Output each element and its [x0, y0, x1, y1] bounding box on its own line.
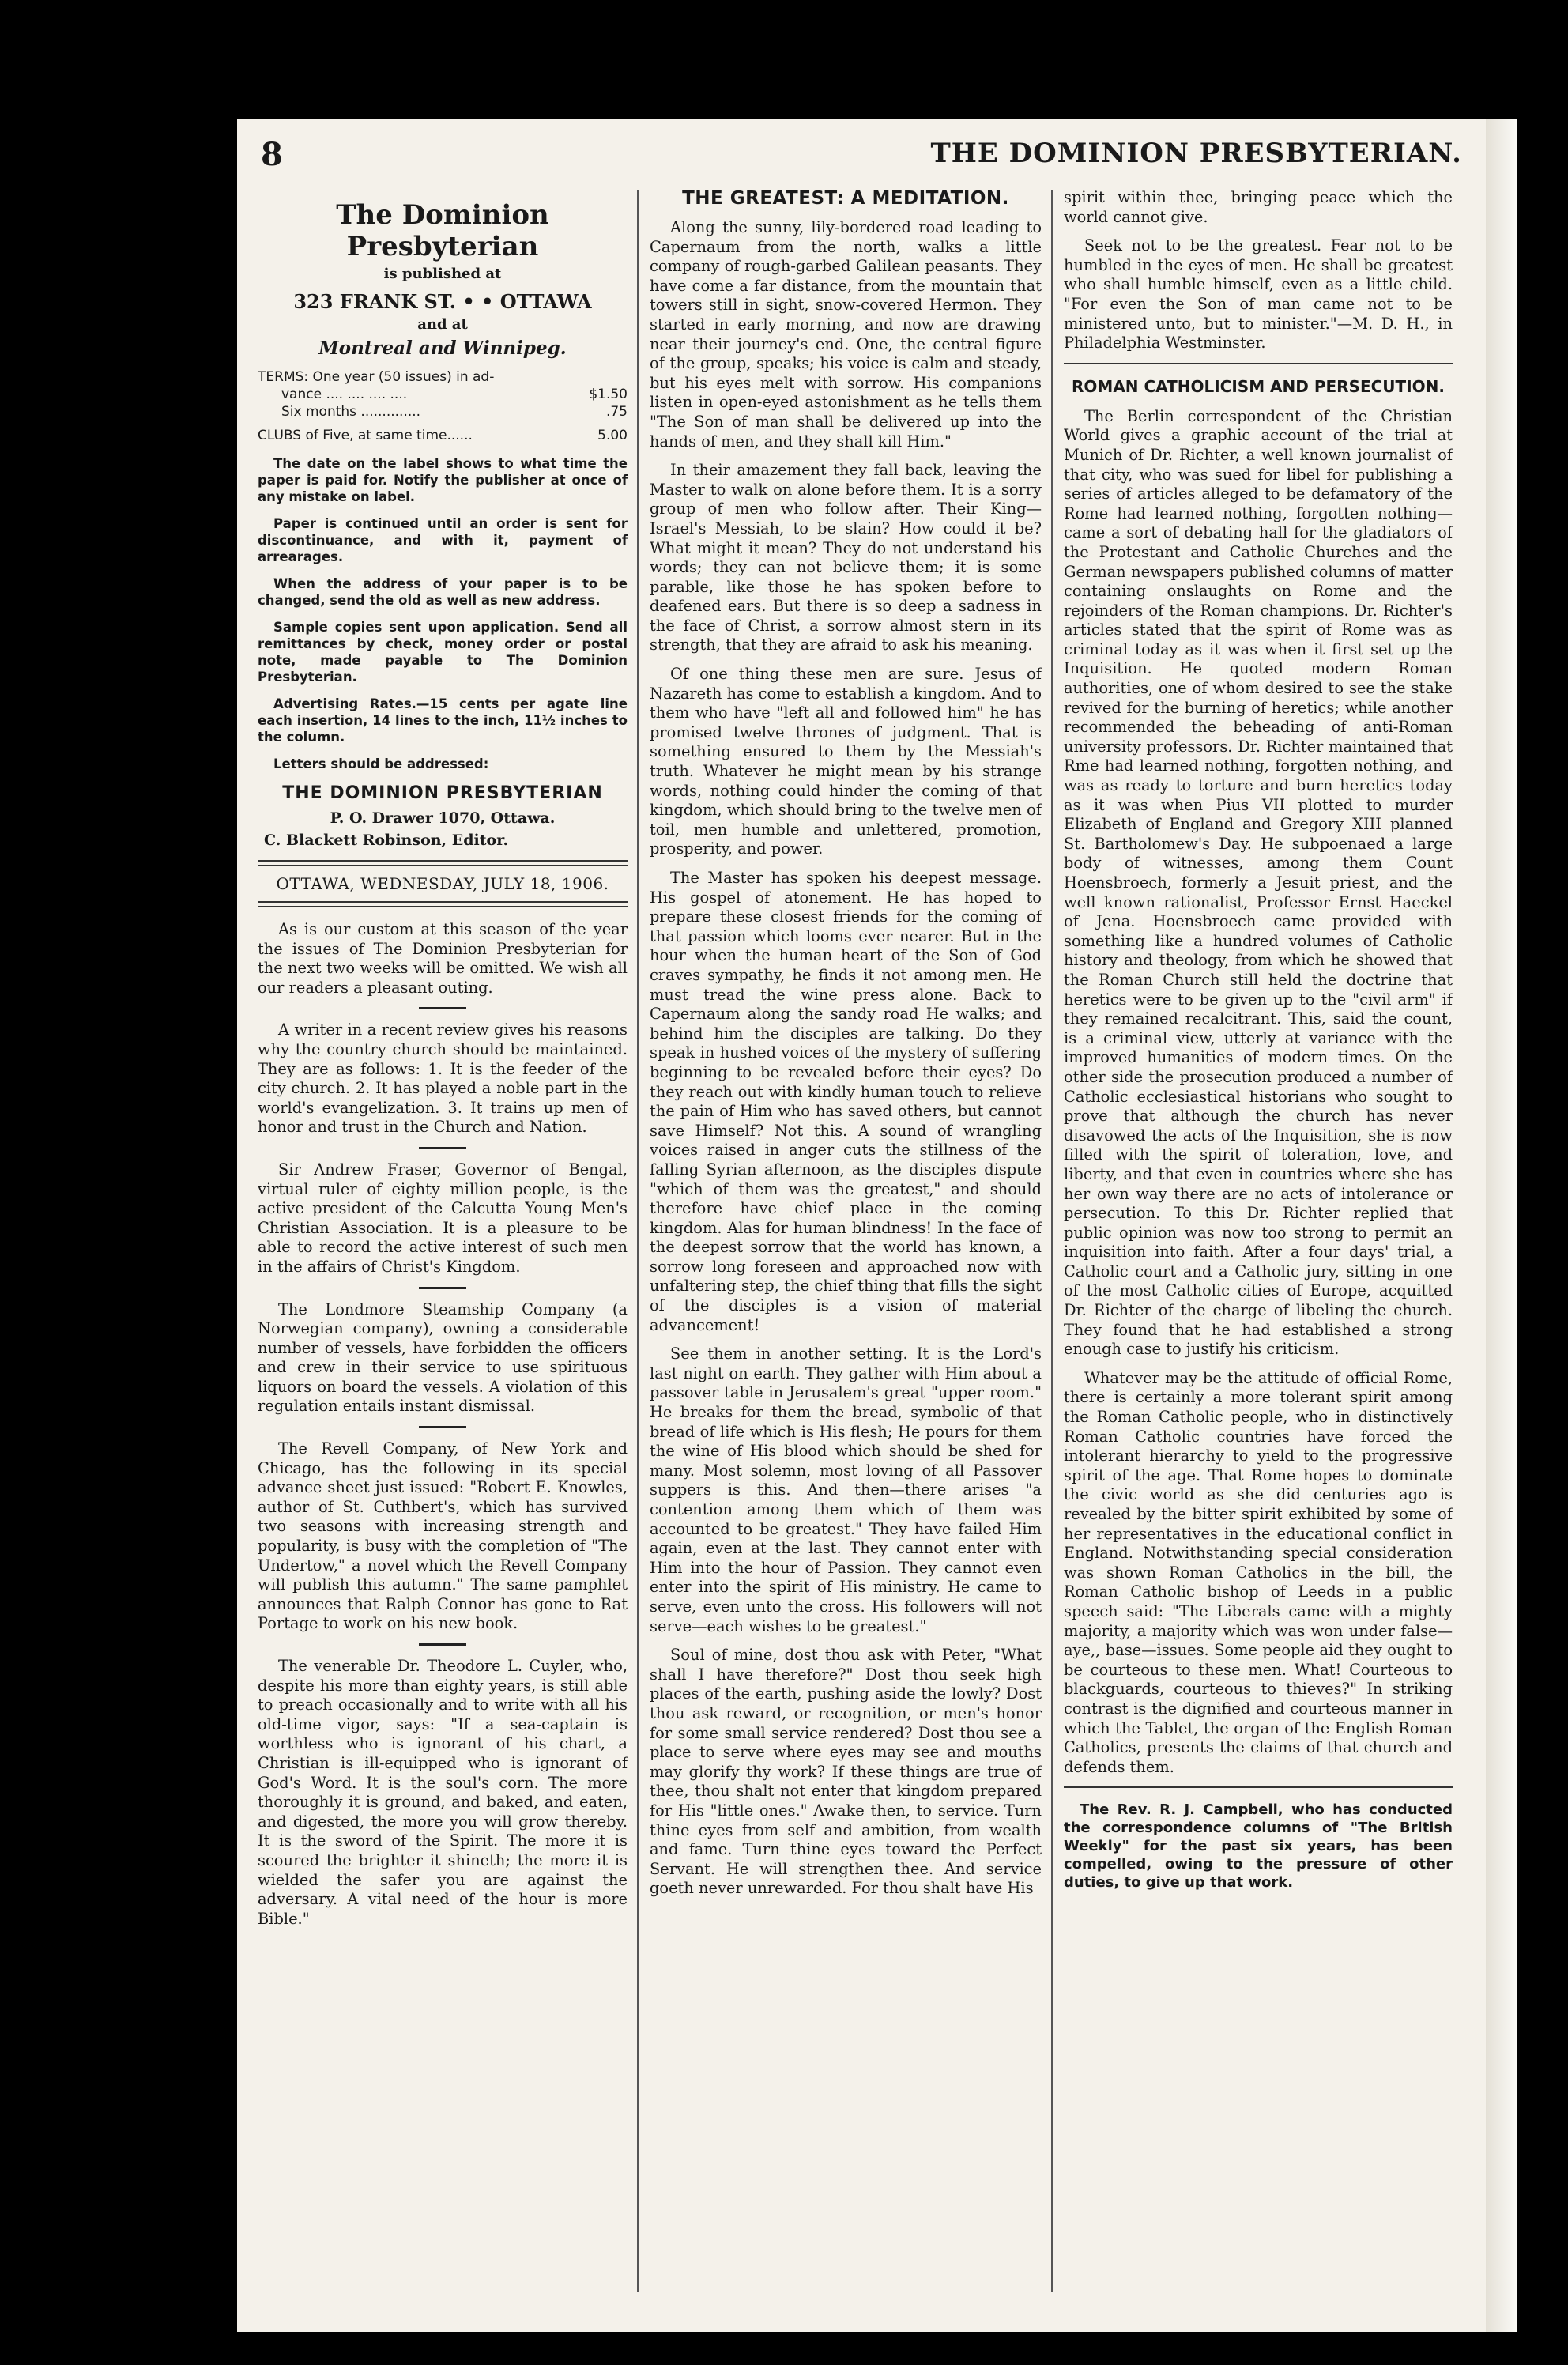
- notice: Sample copies sent upon application. Send all remittances by check, money order or postal note, made payable to The Dominion Presbyterian.: [258, 620, 628, 685]
- column-rule: [1051, 190, 1053, 2292]
- paragraph: Sir Andrew Fraser, Governor of Bengal, virtual ruler of eighty million people, is the active president of the Calcutta Young Men's Christian Association. It is a pleasure to be able to record the active interest of such men in the affairs of Christ's Kingdom.: [258, 1160, 628, 1276]
- short-rule: [419, 1147, 466, 1149]
- masthead-published: is published at: [383, 266, 502, 282]
- terms-row: Six months .............. .75: [281, 404, 628, 420]
- paragraph: Along the sunny, lily-bordered road leading to Capernaum from the north, walks a little company of rough-garbed Galilean peasants. They have come a far distance, from the mountain that towers still in sight, snow-covered Hermon. They started in early morning, and now are drawing near their journey's end. One, the central figure of the group, speaks; his voice is calm and steady, but his eyes melt with sorrow. His companions listen in open-eyed astonishment as he tells them "The Son of man shall be delivered up into the hands of men, and they shall kill Him.": [650, 218, 1042, 451]
- paragraph: A writer in a recent review gives his reasons why the country church should be maintained. They are as follows: 1. It is the feeder of the city church. 2. It has played a noble part in the world's evangelization. 3. It trains up men of honor and trust in the Church and Nation.: [258, 1020, 628, 1137]
- double-rule: [258, 860, 628, 866]
- paragraph: The venerable Dr. Theodore L. Cuyler, who, despite his more than eighty years, is still able to preach occasionally and to write with all his old-time vigor, says: "If a sea-captain is worthless who is ignorant of his chart, a Christian is ill-equipped who is ignorant of God's Word. It is the soul's corn. The more thoroughly it is ground, and baked, and eaten, and digested, the more you will grow thereby. It is the sword of the Spirit. The more it is scoured the brighter it shineth; the more it is wielded the safer you are against the adversary. A vital need of the hour is more Bible.": [258, 1657, 628, 1928]
- masthead-and-at: and at: [417, 316, 468, 333]
- short-rule: [419, 1287, 466, 1289]
- page-edge: [1486, 119, 1517, 2332]
- paragraph: Soul of mine, dost thou ask with Peter, "What shall I have therefore?" Dost thou seek high places of the earth, pushing aside the lowly? Dost thou ask reward, or recognition, or men's honor for some small service rendered? Dost thou see a place to serve where eyes may see and mouths may glorify thy work? If these things are true of thee, thou shalt not enter that kingdom prepared for His "little ones." Awake then, to service. Turn thine eyes from self and ambition, from wealth and fame. Turn thine eyes toward the Perfect Servant. He will strengthen thee. And service goeth never unrewarded. For thou shalt have His: [650, 1646, 1042, 1898]
- paragraph: The Berlin correspondent of the Christian World gives a graphic account of the trial at Munich of Dr. Richter, a well known journalist of that city, who was sued for libel for publishing a series of articles alleged to be defamatory of the Rome had learned nothing, forgotten nothing—came a sort of debating hall for the gladiators of the Protestant and Catholic Churches and the German newspapers published columns of matter containing onslaughts on Rome and the rejoinders of the Roman champions. Dr. Richter's articles stated that the spirit of Rome was as criminal today as it was when it first set up the Inquisition. He quoted modern Roman authorities, one of whom desired to see the stake revived for the burning of heretics; while another recommended the beheading of anti-Roman university professors. Dr. Richter maintained that Rme had learned nothing, forgotten nothing, and was as ready to torture and burn heretics today as it was when Pius VII plotted to murder Elizabeth of England and Gregory XIII planned St. Bartholomew's Day. He subpoenaed a large body of witnesses, among them Count Hoensbroech, formerly a Jesuit priest, and the well known rationalist, Professor Ernst Haeckel of Jena. Hoensbroech came provided with something like a hundred volumes of Catholic history and theology, from which he showed that the Roman Church still held the doctrine that heretics were to be given up to the "civil arm" if they remained recalcitrant. This, said the count, is a criminal view, utterly at variance with the improved humanities of modern times. On the other side the prosecution produced a number of Catholic ecclesiastical historians who sought to prove that although the church has never disavowed the acts of the Inquisition, she is now filled with the spirit of toleration, love, and liberty, and that even in countries where she has her own way there are no acts of intolerance or persecution. To this Dr. Richter replied that public opinion was now too strong to permit an inquisition into faith. After a four days' trial, a Catholic court and a Catholic jury, sitting in one of the most Catholic cities of Europe, acquitted Dr. Richter of the charge of libeling the church. They found that he had established a strong enough case to justify his criticism.: [1064, 406, 1453, 1359]
- notice: The date on the label shows to what time the paper is paid for. Notify the publisher at once of any mistake on label.: [258, 456, 628, 504]
- notice: Paper is continued until an order is sent for discontinuance, and with it, payment of arrearages.: [258, 516, 628, 564]
- column-3: [1064, 188, 1453, 2307]
- section-rule: [1064, 363, 1453, 364]
- article-heading: ROMAN CATHOLICISM AND PERSECUTION.: [1072, 376, 1445, 396]
- page-number: 8: [261, 136, 283, 173]
- notice: Advertising Rates.—15 cents per agate line each insertion, 14 lines to the inch, 11½ inches to the column.: [258, 696, 628, 745]
- column-2: [650, 188, 1042, 2307]
- notice: When the address of your paper is to be changed, send the old as well as new address.: [258, 576, 628, 608]
- section-rule: [1064, 1786, 1453, 1788]
- paragraph: Of one thing these men are sure. Jesus of Nazareth has come to establish a kingdom. And to them who have "left all and followed him" he has promised twelve thrones of judgment. That is something ensured to them by the Messiah's truth. Whatever he might mean by his strange words, nothing could hinder the coming of that kingdom, which should bring to the twelve men of toil, men humble and unlettered, promotion, prosperity, and power.: [650, 665, 1042, 858]
- paragraph: Seek not to be the greatest. Fear not to be humbled in the eyes of men. He shall be greatest who shall humble himself, even as a little child. "For even the Son of man came not to be ministered unto, but to minister."—M. D. H., in Philadelphia Westminster.: [1064, 236, 1453, 353]
- running-title: THE DOMINION PRESBYTERIAN.: [930, 138, 1462, 169]
- column-1: [258, 188, 628, 2307]
- terms-row: TERMS: One year (50 issues) in ad-: [258, 369, 495, 385]
- masthead-title: The Dominion Presbyterian: [336, 199, 549, 262]
- paragraph: The Londmore Steamship Company (a Norwegian company), owning a considerable number of vessels, have forbidden the officers and crew in their service to use spirituous liquors on board the vessels. A violation of this regulation entails instant dismissal.: [258, 1299, 628, 1416]
- paragraph: The Master has spoken his deepest message. His gospel of atonement. He has hoped to prepare these closest friends for the coming of that passion which looms ever nearer. But in the hour when the human heart of the Son of God craves sympathy, he finds it not among men. He must tread the wine press alone. Back to Capernaum along the sandy road He walks; and behind him the disciples are talking. Do they speak in hushed voices of the mystery of suffering beginning to be revealed before their eyes? Do they reach out with kindly human touch to relieve the pain of Him who has saved others, but cannot save Himself? Not this. A sound of wrangling voices raised in anger cuts the stillness of the falling Syrian afternoon, as the disciples dispute "which of them was the greatest," and should therefore have chief place in the coming kingdom. Alas for human blindness! In the face of the deepest sorrow that the world has known, a sorrow long foreseen and approached now with unfaltering step, the chief thing that fills the sight of the disciples is a vision of material advancement!: [650, 869, 1042, 1334]
- column-rule: [637, 190, 639, 2292]
- terms-block: [258, 368, 628, 444]
- double-rule: [258, 901, 628, 907]
- terms-row: vance .... .... .... .... $1.50: [281, 387, 628, 402]
- address-box: P. O. Drawer 1070, Ottawa.: [330, 809, 556, 827]
- paragraph: Whatever may be the attitude of official Rome, there is certainly a more tolerant spirit among the Roman Catholic people, who in distinctively Roman Catholic countries have forced the intolerant hierarchy to yield to the progressive spirit of the age. That Rome hopes to dominate the civic world as she did centuries ago is revealed by the bitter spirit exhibited by some of her representatives in the educational conflict in England. Notwithstanding special consideration was shown Roman Catholics in the bill, the Roman Catholic bishop of Leeds in a public speech said: "The Liberals came with a mighty majority, a majority which was won under false—aye,, base—issues. Some people aid they ought to be courteous to these men. What! Courteous to blackguards, courteous to thieves?" In striking contrast is the dignified and courteous manner in which the Tablet, the organ of the English Roman Catholics, presents the claims of that church and defends them.: [1064, 1368, 1453, 1776]
- paragraph: See them in another setting. It is the Lord's last night on earth. They gather with Him about a passover table in Jerusalem's great "upper room." He breaks for them the bread, symbolic of that bread of life which is His flesh; He pours for them the wine of His blood which should be shed for many. Most solemn, most loving of all Passover suppers is this. And then—there arises "a contention among them which of them was accounted to be greatest." They have failed Him again, even at the last. They cannot enter with Him into the hour of Passion. They cannot even enter into the spirit of His ministry. He came to serve, even unto the cross. His followers will not serve—each wishes to be greatest.": [650, 1345, 1042, 1635]
- dateline: OTTAWA, WEDNESDAY, JULY 18, 1906.: [276, 874, 609, 893]
- terms-row: CLUBS of Five, at same time...... 5.00: [258, 428, 628, 443]
- article-heading: THE GREATEST: A MEDITATION.: [682, 188, 1009, 209]
- paragraph: In their amazement they fall back, leaving the Master to walk on alone before them. It is a sorry group of men who follow after. Their King—Israel's Messiah, to be slain? How could it be? What might it mean? They do not understand his words; they can not believe them; it is some parable, like those he has spoken before to deafened ears. But there is so deep a sadness in the face of Christ, a sorrow almost stern in its strength, that they are afraid to ask his meaning.: [650, 461, 1042, 654]
- notice: Letters should be addressed:: [273, 756, 489, 771]
- paragraph: spirit within thee, bringing peace which the world cannot give.: [1064, 188, 1453, 226]
- masthead-cities: Montreal and Winnipeg.: [318, 338, 567, 359]
- paragraph: The Rev. R. J. Campbell, who has conducted the correspondence columns of "The British Weekly" for the past six years, has been compelled, owing to the pressure of other duties, to give up that work.: [1064, 1801, 1453, 1892]
- running-head: [261, 136, 1462, 175]
- masthead-address: 323 FRANK ST. • • OTTAWA: [293, 290, 592, 313]
- newspaper-page: [237, 119, 1517, 2332]
- address-name: THE DOMINION PRESBYTERIAN: [282, 783, 603, 803]
- paragraph: As is our custom at this season of the year the issues of The Dominion Presbyterian for the next two weeks will be omitted. We wish all our readers a pleasant outing.: [258, 920, 628, 997]
- short-rule: [419, 1643, 466, 1646]
- short-rule: [419, 1007, 466, 1009]
- short-rule: [419, 1426, 466, 1428]
- editor-line: C. Blackett Robinson, Editor.: [264, 832, 509, 849]
- paragraph: The Revell Company, of New York and Chicago, has the following in its special advance sheet just issued: "Robert E. Knowles, author of St. Cuthbert's, which has survived two seasons with increasing strength and popularity, is busy with the completion of "The Undertow," a novel which the Revell Company will publish this autumn." The same pamphlet announces that Ralph Connor has gone to Rat Portage to work on his new book.: [258, 1439, 628, 1633]
